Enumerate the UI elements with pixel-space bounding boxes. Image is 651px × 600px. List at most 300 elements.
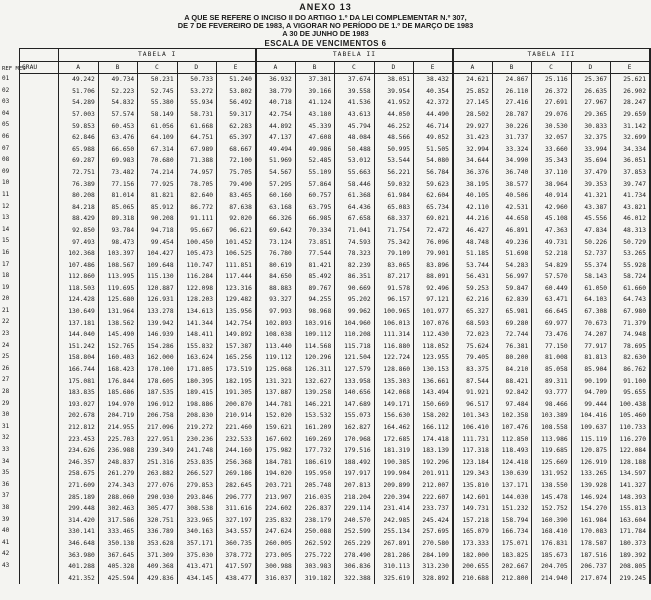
salary-cell: 126.931 xyxy=(138,294,177,306)
salary-cell: 94.718 xyxy=(138,225,177,237)
salary-cell: 58.143 xyxy=(571,271,610,283)
salary-cell: 75.705 xyxy=(217,167,256,179)
row-ref-label: 14 xyxy=(2,225,10,233)
salary-cell: 40.718 xyxy=(256,97,295,109)
salary-cell: 269.186 xyxy=(217,468,256,480)
salary-cell: 25.367 xyxy=(571,74,610,86)
salary-cell: 64.109 xyxy=(138,132,177,144)
salary-cell: 71.388 xyxy=(177,155,216,167)
salary-cell: 111.314 xyxy=(374,329,413,341)
salary-cell: 47.137 xyxy=(256,132,295,144)
salary-cell: 223.453 xyxy=(59,434,98,446)
salary-cell: 62.839 xyxy=(492,294,531,306)
table-row xyxy=(20,271,651,283)
salary-cell: 87.638 xyxy=(217,202,256,214)
salary-cell: 170.100 xyxy=(138,364,177,376)
table-row xyxy=(20,74,651,86)
salary-cell: 102.893 xyxy=(256,318,295,330)
salary-cell: 38.964 xyxy=(532,179,571,191)
salary-cell: 100.450 xyxy=(177,237,216,249)
salary-cell: 190.385 xyxy=(374,457,413,469)
salary-cell: 85.912 xyxy=(138,202,177,214)
salary-cell: 83.896 xyxy=(414,260,453,272)
salary-cell: 39.954 xyxy=(374,86,413,98)
salary-cell: 55.380 xyxy=(138,97,177,109)
salary-cell: 175.081 xyxy=(59,376,98,388)
salary-cell: 300.988 xyxy=(256,561,295,573)
salary-cell: 241.748 xyxy=(177,445,216,457)
salary-cell: 219.272 xyxy=(177,422,216,434)
salary-cell: 296.777 xyxy=(217,492,256,504)
salary-cell: 176.844 xyxy=(98,376,137,388)
salary-cell: 88.421 xyxy=(492,376,531,388)
salary-cell: 51.698 xyxy=(492,248,531,260)
salary-cell: 131.964 xyxy=(98,306,137,318)
salary-cell: 231.414 xyxy=(374,503,413,515)
salary-cell: 378.772 xyxy=(217,550,256,562)
salary-cell: 71.379 xyxy=(611,318,650,330)
salary-cell: 129.482 xyxy=(217,294,256,306)
salary-cell: 64.743 xyxy=(611,294,650,306)
salary-cell: 51.240 xyxy=(217,74,256,86)
annex-title: ANEXO 13 xyxy=(299,2,352,12)
row-ref-label: 10 xyxy=(2,179,10,187)
salary-cell: 90.208 xyxy=(138,213,177,225)
salary-cell: 40.506 xyxy=(492,190,531,202)
salary-cell: 316.037 xyxy=(256,573,295,585)
salary-cell: 105.473 xyxy=(177,248,216,260)
row-ref-label: 06 xyxy=(2,132,10,140)
salary-cell: 158.794 xyxy=(492,515,531,527)
salary-cell: 131.952 xyxy=(532,468,571,480)
salary-cell: 54.829 xyxy=(532,260,571,272)
salary-cell: 72.744 xyxy=(492,329,531,341)
salary-cell: 82.239 xyxy=(335,260,374,272)
table-row xyxy=(20,329,651,341)
salary-cell: 35.343 xyxy=(532,155,571,167)
salary-cell: 68.337 xyxy=(374,213,413,225)
salary-cell: 155.832 xyxy=(177,341,216,353)
row-ref-label: 36 xyxy=(2,480,10,488)
salary-cell: 39.353 xyxy=(571,179,610,191)
salary-table xyxy=(19,48,651,584)
salary-cell: 39.747 xyxy=(611,179,650,191)
grau-cell xyxy=(20,109,59,121)
salary-cell: 110.747 xyxy=(177,260,216,272)
salary-cell: 54.567 xyxy=(256,167,295,179)
salary-cell: 49.236 xyxy=(492,237,531,249)
salary-cell: 81.821 xyxy=(138,190,177,202)
salary-cell: 178.605 xyxy=(138,376,177,388)
salary-cell: 58.149 xyxy=(138,109,177,121)
salary-cell: 139.942 xyxy=(138,318,177,330)
salary-cell: 213.907 xyxy=(256,492,295,504)
salary-cell: 41.952 xyxy=(374,97,413,109)
salary-cell: 65.397 xyxy=(217,132,256,144)
row-ref-label: 16 xyxy=(2,248,10,256)
grau-cell xyxy=(20,121,59,133)
salary-cell: 56.221 xyxy=(374,167,413,179)
salary-cell: 251.316 xyxy=(138,457,177,469)
salary-cell: 92.496 xyxy=(414,283,453,295)
salary-cell: 97.484 xyxy=(492,399,531,411)
row-ref-label: 42 xyxy=(2,550,10,558)
salary-cell: 274.343 xyxy=(98,480,137,492)
salary-cell: 170.083 xyxy=(571,526,610,538)
salary-cell: 73.124 xyxy=(256,237,295,249)
salary-cell: 128.188 xyxy=(611,457,650,469)
salary-cell: 38.195 xyxy=(453,179,492,191)
salary-cell: 36.376 xyxy=(453,167,492,179)
table-row xyxy=(20,399,651,411)
salary-cell: 308.538 xyxy=(177,503,216,515)
grau-cell xyxy=(20,248,59,260)
grau-cell xyxy=(20,538,59,550)
salary-cell: 302.463 xyxy=(98,503,137,515)
salary-cell: 97.993 xyxy=(256,306,295,318)
salary-cell: 149.731 xyxy=(453,503,492,515)
salary-cell: 31.737 xyxy=(492,132,531,144)
salary-cell: 119.685 xyxy=(532,445,571,457)
salary-cell: 37.674 xyxy=(335,74,374,86)
salary-cell: 405.328 xyxy=(98,561,137,573)
row-ref-label: 31 xyxy=(2,422,10,430)
salary-cell: 55.928 xyxy=(611,260,650,272)
salary-cell: 208.830 xyxy=(177,410,216,422)
salary-cell: 278.490 xyxy=(335,550,374,562)
salary-cell: 210.914 xyxy=(217,410,256,422)
salary-cell: 371.309 xyxy=(138,550,177,562)
salary-cell: 170.968 xyxy=(335,434,374,446)
table-row xyxy=(20,260,651,272)
table-row xyxy=(20,167,651,179)
salary-cell: 57.003 xyxy=(59,109,98,121)
salary-cell: 194.970 xyxy=(98,399,137,411)
salary-cell: 108.567 xyxy=(98,260,137,272)
salary-cell: 401.288 xyxy=(59,561,98,573)
row-ref-label: 20 xyxy=(2,295,10,303)
salary-cell: 49.986 xyxy=(295,144,334,156)
salary-cell: 121.504 xyxy=(335,352,374,364)
salary-cell: 134.597 xyxy=(611,468,650,480)
salary-cell: 138.550 xyxy=(532,480,571,492)
grau-cell xyxy=(20,283,59,295)
salary-cell: 158.202 xyxy=(414,410,453,422)
salary-cell: 111.731 xyxy=(453,434,492,446)
salary-cell: 57.570 xyxy=(532,271,571,283)
salary-cell: 28.502 xyxy=(453,109,492,121)
salary-cell: 149.892 xyxy=(217,329,256,341)
salary-cell: 79.901 xyxy=(414,248,453,260)
sub-column-header: B xyxy=(492,61,531,74)
salary-cell: 39.558 xyxy=(335,86,374,98)
salary-cell: 113.986 xyxy=(532,434,571,446)
salary-cell: 96.621 xyxy=(217,225,256,237)
row-ref-label: 43 xyxy=(2,561,10,569)
salary-cell: 238.179 xyxy=(295,515,334,527)
salary-cell: 109.112 xyxy=(295,329,334,341)
salary-cell: 220.394 xyxy=(374,492,413,504)
salary-cell: 96.517 xyxy=(453,399,492,411)
salary-cell: 49.494 xyxy=(256,144,295,156)
salary-cell: 65.981 xyxy=(492,306,531,318)
salary-cell: 175.982 xyxy=(256,445,295,457)
salary-cell: 46.427 xyxy=(453,225,492,237)
salary-cell: 171.784 xyxy=(611,526,650,538)
salary-cell: 117.444 xyxy=(217,271,256,283)
salary-cell: 160.403 xyxy=(98,352,137,364)
salary-cell: 189.415 xyxy=(177,387,216,399)
salary-cell: 107.076 xyxy=(414,318,453,330)
salary-cell: 180.395 xyxy=(177,376,216,388)
salary-cell: 225.703 xyxy=(98,434,137,446)
grau-cell xyxy=(20,306,59,318)
salary-cell: 123.316 xyxy=(217,283,256,295)
salary-cell: 166.744 xyxy=(59,364,98,376)
salary-cell: 116.880 xyxy=(374,341,413,353)
salary-cell: 219.245 xyxy=(611,573,650,585)
salary-cell: 30.833 xyxy=(571,121,610,133)
salary-cell: 212.007 xyxy=(414,480,453,492)
salary-cell: 43.387 xyxy=(571,202,610,214)
salary-cell: 207.813 xyxy=(335,480,374,492)
salary-cell: 66.985 xyxy=(295,213,334,225)
salary-cell: 30.530 xyxy=(532,121,571,133)
salary-cell: 25.852 xyxy=(453,86,492,98)
salary-cell: 49.734 xyxy=(98,74,137,86)
salary-cell: 325.619 xyxy=(374,573,413,585)
salary-cell: 253.835 xyxy=(177,457,216,469)
salary-cell: 222.607 xyxy=(414,492,453,504)
salary-cell: 128.203 xyxy=(177,294,216,306)
salary-cell: 40.105 xyxy=(453,190,492,202)
table-row xyxy=(20,294,651,306)
salary-cell: 72.023 xyxy=(453,329,492,341)
salary-cell: 129.343 xyxy=(453,468,492,480)
salary-cell: 56.997 xyxy=(492,271,531,283)
salary-cell: 346.648 xyxy=(59,538,98,550)
salary-cell: 47.834 xyxy=(571,225,610,237)
salary-cell: 146.221 xyxy=(295,399,334,411)
salary-cell: 46.252 xyxy=(374,121,413,133)
salary-cell: 33.324 xyxy=(492,144,531,156)
salary-cell: 204.719 xyxy=(98,410,137,422)
salary-cell: 37.301 xyxy=(295,74,334,86)
salary-cell: 79.405 xyxy=(453,352,492,364)
salary-cell: 45.108 xyxy=(532,213,571,225)
salary-cell: 54.832 xyxy=(98,97,137,109)
salary-cell: 194.020 xyxy=(256,468,295,480)
salary-cell: 133.958 xyxy=(335,376,374,388)
row-ref-label: 39 xyxy=(2,515,10,523)
salary-cell: 429.836 xyxy=(138,573,177,585)
table-row xyxy=(20,573,651,585)
salary-cell: 275.722 xyxy=(295,550,334,562)
salary-cell: 310.113 xyxy=(374,561,413,573)
salary-cell: 144.040 xyxy=(59,329,98,341)
salary-cell: 110.733 xyxy=(611,422,650,434)
salary-cell: 48.313 xyxy=(611,225,650,237)
salary-cell: 69.287 xyxy=(59,155,98,167)
table-row xyxy=(20,318,651,330)
salary-cell: 43.821 xyxy=(611,202,650,214)
table-body xyxy=(20,74,651,585)
salary-cell: 72.472 xyxy=(414,225,453,237)
salary-cell: 70.673 xyxy=(571,318,610,330)
table-row xyxy=(20,480,651,492)
salary-cell: 125.669 xyxy=(532,457,571,469)
salary-cell: 53.544 xyxy=(374,155,413,167)
salary-cell: 61.660 xyxy=(611,283,650,295)
salary-cell: 107.486 xyxy=(59,260,98,272)
salary-cell: 29.659 xyxy=(611,109,650,121)
salary-cell: 133.265 xyxy=(571,468,610,480)
salary-cell: 153.532 xyxy=(295,410,334,422)
table-row xyxy=(20,306,651,318)
salary-cell: 84.218 xyxy=(59,202,98,214)
table-row xyxy=(20,352,651,364)
salary-cell: 46.714 xyxy=(414,121,453,133)
salary-cell: 144.781 xyxy=(256,399,295,411)
salary-cell: 266.527 xyxy=(177,468,216,480)
salary-cell: 92.020 xyxy=(217,213,256,225)
sub-column-header: D xyxy=(177,61,216,74)
salary-cell: 44.892 xyxy=(256,121,295,133)
salary-cell: 217.074 xyxy=(571,573,610,585)
salary-cell: 43.613 xyxy=(335,109,374,121)
salary-cell: 206.737 xyxy=(571,561,610,573)
salary-cell: 75.624 xyxy=(453,341,492,353)
salary-cell: 141.344 xyxy=(177,318,216,330)
salary-cell: 139.258 xyxy=(295,387,334,399)
salary-cell: 108.558 xyxy=(532,422,571,434)
table-row xyxy=(20,155,651,167)
sub-column-header: A xyxy=(453,61,492,74)
salary-cell: 85.904 xyxy=(571,364,610,376)
salary-cell: 277.076 xyxy=(138,480,177,492)
salary-cell: 41.536 xyxy=(335,97,374,109)
salary-cell: 97.121 xyxy=(414,294,453,306)
salary-cell: 161.984 xyxy=(571,515,610,527)
salary-cell: 193.027 xyxy=(59,399,98,411)
salary-cell: 202.678 xyxy=(59,410,98,422)
salary-cell: 81.421 xyxy=(295,260,334,272)
salary-cell: 60.449 xyxy=(532,283,571,295)
salary-cell: 305.477 xyxy=(138,503,177,515)
table-row xyxy=(20,492,651,504)
salary-cell: 60.453 xyxy=(98,121,137,133)
table-row xyxy=(20,121,651,133)
salary-cell: 293.846 xyxy=(177,492,216,504)
grau-cell xyxy=(20,144,59,156)
salary-cell: 101.343 xyxy=(453,410,492,422)
row-ref-label: 37 xyxy=(2,492,10,500)
table-row xyxy=(20,538,651,550)
salary-cell: 134.613 xyxy=(177,306,216,318)
table-row xyxy=(20,97,651,109)
salary-cell: 136.661 xyxy=(414,376,453,388)
salary-cell: 103.916 xyxy=(295,318,334,330)
salary-cell: 102.358 xyxy=(492,410,531,422)
salary-cell: 161.209 xyxy=(295,422,334,434)
sub-column-header: C xyxy=(138,61,177,74)
salary-cell: 74.207 xyxy=(571,329,610,341)
salary-cell: 375.030 xyxy=(177,550,216,562)
table-row xyxy=(20,248,651,260)
salary-cell: 50.488 xyxy=(335,144,374,156)
salary-cell: 77.544 xyxy=(295,248,334,260)
salary-cell: 84.650 xyxy=(256,271,295,283)
salary-cell: 137.181 xyxy=(59,318,98,330)
salary-cell: 200.655 xyxy=(453,561,492,573)
salary-cell: 103.389 xyxy=(532,410,571,422)
table-row xyxy=(20,561,651,573)
grau-cell xyxy=(20,434,59,446)
salary-cell: 88.091 xyxy=(414,271,453,283)
grau-cell xyxy=(20,410,59,422)
salary-cell: 116.284 xyxy=(177,271,216,283)
salary-cell: 115.119 xyxy=(571,434,610,446)
salary-cell: 53.802 xyxy=(217,86,256,98)
salary-cell: 69.280 xyxy=(492,318,531,330)
salary-cell: 425.594 xyxy=(98,573,137,585)
salary-cell: 282.645 xyxy=(217,480,256,492)
salary-cell: 41.321 xyxy=(571,190,610,202)
salary-cell: 72.751 xyxy=(59,167,98,179)
salary-cell: 54.080 xyxy=(414,155,453,167)
salary-cell: 51.969 xyxy=(256,155,295,167)
salary-cell: 53.272 xyxy=(177,86,216,98)
salary-cell: 85.065 xyxy=(98,202,137,214)
salary-cell: 101.977 xyxy=(414,306,453,318)
salary-cell: 67.989 xyxy=(177,144,216,156)
salary-cell: 127.579 xyxy=(335,364,374,376)
salary-cell: 162.827 xyxy=(335,422,374,434)
salary-cell: 42.754 xyxy=(256,109,295,121)
salary-cell: 95.667 xyxy=(177,225,216,237)
grau-cell xyxy=(20,352,59,364)
salary-cell: 64.436 xyxy=(335,202,374,214)
salary-cell: 57.864 xyxy=(295,179,334,191)
salary-cell: 32.699 xyxy=(611,132,650,144)
salary-cell: 31.423 xyxy=(453,132,492,144)
salary-cell: 106.013 xyxy=(374,318,413,330)
row-ref-label: 11 xyxy=(2,190,10,198)
salary-cell: 117.318 xyxy=(453,445,492,457)
salary-cell: 146.939 xyxy=(138,329,177,341)
salary-cell: 76.780 xyxy=(256,248,295,260)
salary-cell: 133.278 xyxy=(138,306,177,318)
salary-cell: 323.965 xyxy=(177,515,216,527)
row-ref-label: 22 xyxy=(2,318,10,326)
salary-cell: 234.626 xyxy=(59,445,98,457)
row-ref-label: 35 xyxy=(2,469,10,477)
salary-cell: 98.968 xyxy=(295,306,334,318)
salary-cell: 82.640 xyxy=(177,190,216,202)
salary-cell: 26.110 xyxy=(492,86,531,98)
salary-cell: 343.557 xyxy=(217,526,256,538)
salary-cell: 58.724 xyxy=(611,271,650,283)
row-ref-label: 41 xyxy=(2,538,10,546)
salary-cell: 107.476 xyxy=(492,422,531,434)
table-row xyxy=(20,132,651,144)
salary-cell: 184.781 xyxy=(256,457,295,469)
sub-column-header: D xyxy=(571,61,610,74)
salary-cell: 182.195 xyxy=(217,376,256,388)
salary-cell: 68.667 xyxy=(217,144,256,156)
salary-cell: 37.479 xyxy=(571,167,610,179)
row-ref-label: 12 xyxy=(2,202,10,210)
